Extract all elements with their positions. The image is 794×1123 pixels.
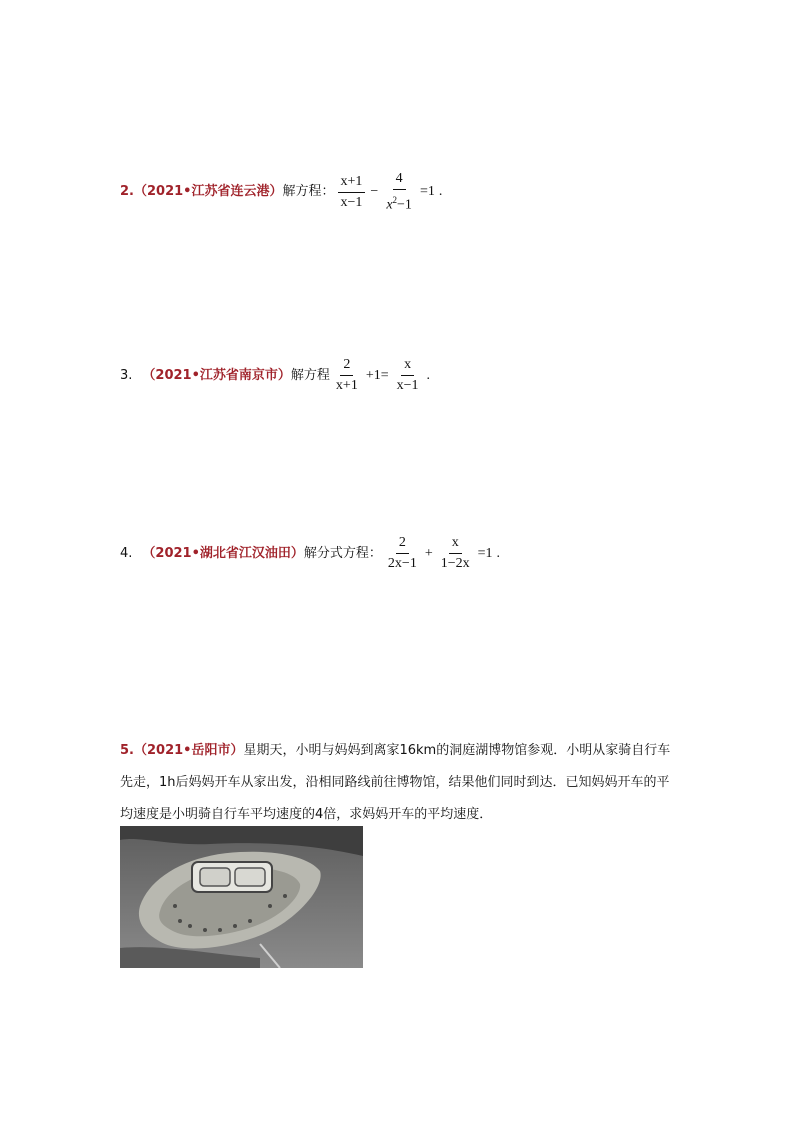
fraction-denominator: x+1 xyxy=(335,378,358,393)
equation-middle: +1= xyxy=(365,367,389,383)
problem-source: （2021•江苏省连云港） xyxy=(133,184,283,200)
problem-source: （2021•江苏省南京市） xyxy=(142,367,291,383)
fraction-numerator: 4 xyxy=(393,170,406,190)
fraction-denominator: x−1 xyxy=(396,378,419,393)
period: . xyxy=(438,184,443,200)
problem-4 xyxy=(120,534,502,573)
fraction-denominator: $x^2-1$ xyxy=(386,195,412,213)
problem-source: （2021•岳阳市） xyxy=(133,743,244,758)
problem-2 xyxy=(120,170,444,215)
fraction-numerator: x xyxy=(401,356,414,376)
equation-rhs: =1 xyxy=(419,184,435,200)
fraction-numerator: x+1 xyxy=(338,173,366,193)
fraction-1 xyxy=(338,173,366,212)
problem-number: 4. xyxy=(120,545,133,561)
fraction-numerator: x xyxy=(449,534,462,554)
period: . xyxy=(426,367,431,383)
fraction-2 xyxy=(394,356,422,395)
problem-text: 星期天，小明与妈妈到离家16km的洞庭湖博物馆参观．小明从家骑自行车先走，1h后妈妈开车从家出发，沿相同路线前往博物馆，结果他们同时到达．已知妈妈开车的平均速度是小明骑自行车平均速度的4倍，求妈妈开车的平均速度． xyxy=(120,743,671,822)
problem-number: 5. xyxy=(120,743,134,758)
fraction-1 xyxy=(385,534,420,573)
equation-rhs: =1 xyxy=(477,545,493,561)
problem-3 xyxy=(120,356,432,395)
fraction-2 xyxy=(383,170,415,215)
fraction-numerator: 2 xyxy=(340,356,353,376)
fraction-denominator: 2x−1 xyxy=(387,556,417,571)
problem-number: 3. xyxy=(120,367,133,383)
aerial-photo-museum-icon xyxy=(120,826,363,968)
problem-prompt: 解分式方程： xyxy=(303,545,382,561)
fraction-numerator: 2 xyxy=(396,534,409,554)
problem-source: （2021•湖北省江汉油田） xyxy=(142,545,304,561)
problem-prompt: 解方程： xyxy=(282,184,335,200)
operator: + xyxy=(424,545,433,561)
operator: − xyxy=(370,184,379,200)
problem-5 xyxy=(120,735,680,831)
fraction-denominator: x−1 xyxy=(340,194,363,210)
problem-number: 2. xyxy=(120,184,134,200)
problem-prompt: 解方程 xyxy=(290,367,330,383)
fraction-denominator: 1−2x xyxy=(440,556,470,571)
period: . xyxy=(496,545,501,561)
fraction-1 xyxy=(333,356,361,395)
fraction-2 xyxy=(438,534,473,573)
